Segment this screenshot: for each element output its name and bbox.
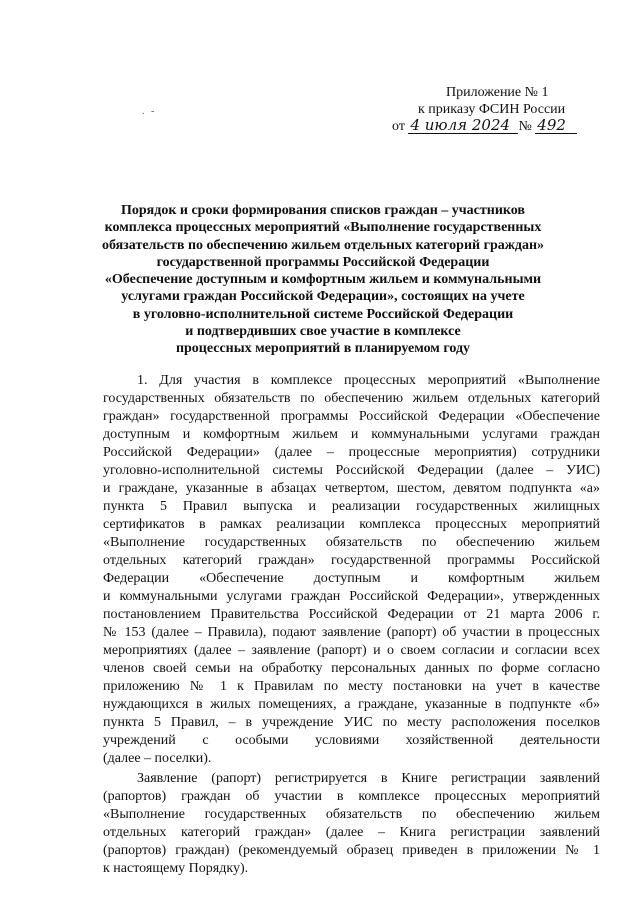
handwritten-date: 4 июля 2024	[408, 118, 518, 134]
text-line: граждан» государственной программы Российской Федерации «Обеспечение	[103, 409, 600, 424]
title-line: комплекса процессных мероприятий «Выполнение государственных	[104, 220, 542, 236]
text-line: № 153 (далее – Правила), подают заявление (рапорт) об участии в процессных	[103, 625, 600, 640]
text-line: пункта 5 Правил, – в учреждение УИС по месту расположения поселков	[103, 715, 600, 730]
text-line: учреждений с особыми условиями хозяйственной деятельности	[103, 733, 600, 748]
text-line: мероприятиях (далее – заявление (рапорт) и о своем согласии и согласии всех	[103, 643, 600, 658]
text-line: (рапортов) граждан) (рекомендуемый образец приведен в приложении № 1	[103, 843, 600, 858]
title-line: процессных мероприятий в планируемом году	[175, 341, 471, 357]
title-line: «Обеспечение доступным и комфортным жильем и коммунальными	[104, 272, 542, 288]
text-line: постановлением Правительства Российской Федерации от 21 марта 2006 г.	[103, 607, 600, 622]
title-line: и подтвердивших свое участие в комплексе	[185, 324, 461, 340]
title-line: в уголовно-исполнительной системе Российской Федерации	[132, 306, 514, 322]
text-line: отдельных категорий граждан» (далее – Книга регистрации заявлений	[103, 825, 600, 840]
text-line: «Выполнение государственных обязательств по обеспечению жильем	[103, 807, 600, 822]
paragraph-1	[103, 372, 600, 768]
text-line: приложению № 1 к Правилам по месту постановки на учет в качестве	[103, 679, 600, 694]
text-line: 1. Для участия в комплексе процессных мероприятий «Выполнение	[137, 373, 600, 388]
scan-marks: . -	[142, 106, 157, 117]
text-line: «Выполнение государственных обязательств по обеспечению жильем	[103, 535, 600, 550]
text-line: и граждане, указанные в абзацах четвертом, шестом, девятом подпункта «а»	[103, 481, 600, 496]
text-line: (далее – поселки).	[103, 751, 212, 766]
text-line: и коммунальными услугами граждан Российской Федерации», утвержденных	[103, 589, 600, 604]
number-label: №	[518, 119, 532, 134]
text-line: государственных обязательств по обеспечению жильем отдельных категорий	[103, 391, 600, 406]
text-line: доступным и комфортным жильем и коммунальными услугами граждан	[103, 427, 600, 442]
date-prefix: от	[392, 119, 405, 134]
document-body	[103, 372, 600, 878]
text-line: уголовно-исполнительной системы Российской Федерации (далее – УИС)	[103, 463, 600, 478]
appendix-header	[392, 84, 622, 135]
handwritten-number: 492	[535, 118, 577, 134]
appendix-number: Приложение № 1	[446, 85, 549, 100]
document-title	[88, 202, 558, 358]
text-line: Российской Федерации» (далее – процессные мероприятия) сотрудники	[103, 445, 600, 460]
text-line: (рапортов) граждан об участии в комплексе процессных мероприятий	[103, 789, 600, 804]
title-line: услугами граждан Российской Федерации», состоящих на учете	[121, 289, 525, 305]
text-line: пункта 5 Правил выпуска и реализации государственных жилищных	[103, 499, 600, 514]
title-line: государственной программы Российской Федерации	[156, 254, 490, 270]
text-line: нуждающихся в жилых помещениях, а граждане, указанные в подпункте «б»	[103, 697, 600, 712]
text-line: членов своей семьи на обработку персональных данных по форме согласно	[103, 661, 600, 676]
text-line: к настоящему Порядку).	[103, 861, 249, 876]
text-line: Заявление (рапорт) регистрируется в Книге регистрации заявлений	[137, 771, 600, 786]
paragraph-2	[103, 770, 600, 878]
text-line: сертификатов в рамках реализации комплекса процессных мероприятий	[103, 517, 600, 532]
text-line: Федерации «Обеспечение доступным и комфортным жильем	[103, 571, 600, 586]
title-line: Порядок и сроки формирования списков граждан – участников	[121, 203, 525, 218]
title-line: обязательств по обеспечению жильем отдельных категорий граждан»	[101, 237, 545, 253]
text-line: отдельных категорий граждан» государственной программы Российской	[103, 553, 600, 568]
order-date-line	[392, 118, 622, 135]
order-reference: к приказу ФСИН России	[418, 102, 566, 117]
